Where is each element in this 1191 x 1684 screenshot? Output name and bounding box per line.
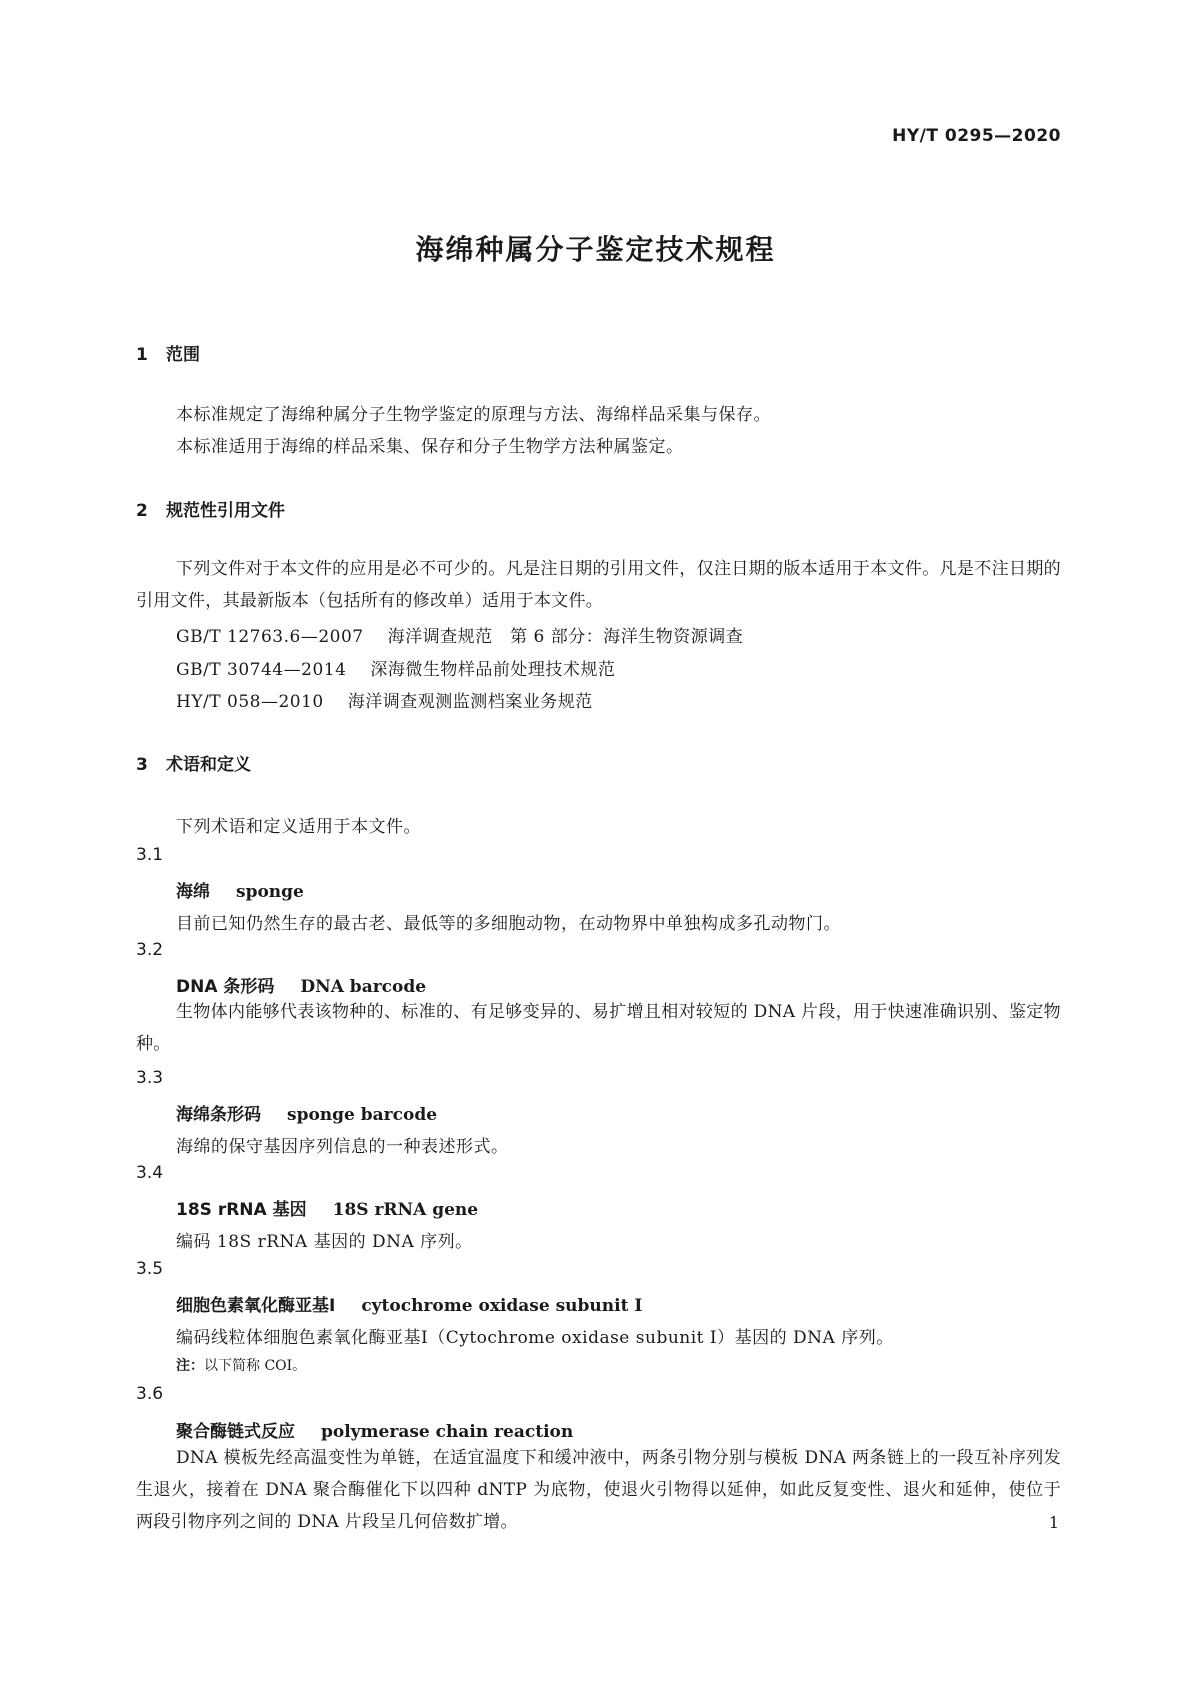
document-title: 海绵种属分子鉴定技术规程	[415, 233, 776, 266]
term-en: polymerase chain reaction	[321, 1422, 574, 1442]
clause-number: 3.4	[136, 1163, 164, 1183]
term-cn: 海绵条形码	[176, 1105, 261, 1125]
term-heading	[176, 972, 426, 997]
page-number: 1	[1048, 1513, 1059, 1532]
scope-paragraph-2: 本标准适用于海绵的样品采集、保存和分子生物学方法种属鉴定。	[176, 437, 684, 457]
reference-name: 深海微生物样品前处理技术规范	[370, 660, 616, 680]
term-cn: 18S rRNA 基因	[176, 1200, 307, 1220]
section-1-heading	[136, 340, 200, 365]
term-definition: DNA 模板先经高温变性为单链，在适宜温度下和缓冲液中，两条引物分别与模板 DNA 两条链上的一段互补序列发生退火，接着在 DNA 聚合酶催化下以四种 dNTP 为底物，使退火引物得以延伸，如此反复变性、退火和延伸，使位于两段引物序列之间的 DNA 片段呈几何倍数扩增。	[136, 1448, 1061, 1532]
term-definition: 生物体内能够代表该物种的、标准的、有足够变异的、易扩增且相对较短的 DNA 片段，用于快速准确识别、鉴定物种。	[136, 1002, 1061, 1054]
term-en: sponge	[236, 882, 304, 902]
clause-number: 3.1	[136, 845, 164, 865]
section-title: 范围	[166, 345, 200, 365]
reference-code: GB/T 12763.6—2007	[176, 627, 364, 647]
section-number: 2	[136, 501, 148, 521]
reference-code: GB/T 30744—2014	[176, 660, 347, 680]
term-definition: 编码 18S rRNA 基因的 DNA 序列。	[176, 1232, 473, 1252]
term-cn: 海绵	[176, 882, 210, 902]
reference-item	[176, 622, 743, 647]
term-heading	[176, 1291, 642, 1316]
reference-name: 海洋调查规范 第 6 部分：海洋生物资源调查	[387, 627, 744, 647]
term-definition: 编码线粒体细胞色素氧化酶亚基Ⅰ（Cytochrome oxidase subunit Ⅰ）基因的 DNA 序列。	[176, 1328, 894, 1348]
note-text: 以下简称 COI。	[204, 1358, 307, 1374]
term-heading	[176, 1417, 573, 1442]
term-cn: DNA 条形码	[176, 977, 275, 997]
clause-number: 3.2	[136, 940, 164, 960]
terms-intro: 下列术语和定义适用于本文件。	[176, 817, 421, 837]
term-note	[176, 1355, 306, 1375]
clause-number: 3.3	[136, 1068, 164, 1088]
reference-item	[176, 687, 593, 712]
term-cn: 聚合酶链式反应	[176, 1422, 295, 1442]
term-en: DNA barcode	[300, 977, 427, 997]
clause-number: 3.6	[136, 1384, 164, 1404]
section-number: 1	[136, 345, 148, 365]
section-3-heading	[136, 750, 251, 775]
term-en: 18S rRNA gene	[332, 1200, 479, 1220]
section-title: 术语和定义	[166, 755, 251, 775]
term-definition: 海绵的保守基因序列信息的一种表述形式。	[176, 1137, 509, 1157]
note-label: 注：	[176, 1358, 204, 1374]
term-definition: 目前已知仍然生存的最古老、最低等的多细胞动物，在动物界中单独构成多孔动物门。	[176, 914, 841, 934]
reference-code: HY/T 058—2010	[176, 692, 324, 712]
section-number: 3	[136, 755, 148, 775]
section-2-heading	[136, 496, 285, 521]
scope-paragraph-1: 本标准规定了海绵种属分子生物学鉴定的原理与方法、海绵样品采集与保存。	[176, 405, 771, 425]
term-heading	[176, 877, 304, 902]
term-heading	[176, 1100, 437, 1125]
reference-name: 海洋调查观测监测档案业务规范	[347, 692, 593, 712]
clause-number: 3.5	[136, 1259, 164, 1279]
standard-code: HY/T 0295—2020	[892, 126, 1061, 146]
term-en: cytochrome oxidase subunit Ⅰ	[361, 1296, 643, 1316]
references-intro: 下列文件对于本文件的应用是必不可少的。凡是注日期的引用文件，仅注日期的版本适用于本文件。凡是不注日期的引用文件，其最新版本（包括所有的修改单）适用于本文件。	[136, 559, 1061, 611]
reference-item	[176, 655, 615, 680]
term-heading	[176, 1195, 478, 1220]
term-en: sponge barcode	[287, 1105, 438, 1125]
term-cn: 细胞色素氧化酶亚基Ⅰ	[176, 1296, 336, 1316]
section-title: 规范性引用文件	[166, 501, 285, 521]
